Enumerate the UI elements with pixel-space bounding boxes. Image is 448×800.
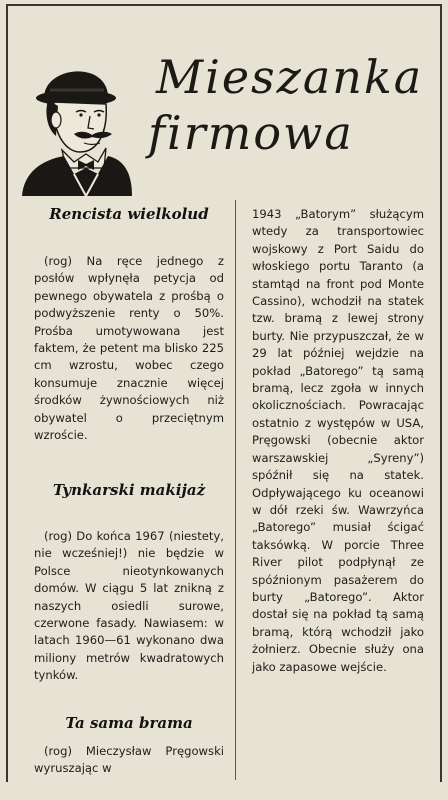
right-border (440, 4, 442, 782)
article-body: (rog) Do końca 1967 (niestety, nie wcześniej!) nie będzie w Polsce nieotynkowanych domów. W ciągu 5 lat znikną z naszych osiedli surowe, czerwone fasady. Nawiasem: w latach 1960—61 wykonano dwa miliony metrów kwadratowych tynków. (34, 529, 224, 683)
article-headline: Ta sama brama (65, 714, 193, 732)
article-body-start: (rog) Mieczysław Pręgowski wyruszając w (34, 744, 224, 776)
article-body-continued: 1943 „Batorym” służącym wtedy za transportowiec wojskowy z Port Saidu do włoskiego portu Taranto (a stamtąd na front pod Monte Cassino), wchodził na statek tzw. bramą z lewej strony burty. Nie przypuszczał, że w 29 lat później wejdzie na pokład „Batorego” tą samą bramą, lecz zgoła w innych okolicznościach. Powracając ostatnio z występów w USA, Pręgowski (obecnie aktor warszawskiej „Syreny”) spóźnił się na statek. Odpływającego ku oceanowi w dół rzeki św. Wawrzyńca „Batorego” musiał ścigać taksówką. W porcie Three River pilot podpłynął ze spóźnionym pasażerem do burty „Batorego”. Aktor dostał się na pokład tą samą bramą, którą wchodził jako żołnierz. Obecnie służy ona jako zapasowe wejście. (252, 207, 424, 674)
masthead-title (148, 50, 438, 160)
article-body: (rog) Na ręce jednego z posłów wpłynęła petycja od pewnego obywatela z prośbą o podwyższenie renty o 50%. Prośba umotywowana jest faktem, że petent ma blisko 225 cm wzrostu, wobec czego konsumuje znacznie więcej środków żywnościowych niż obywatel o przeciętnym wzroście. (34, 254, 224, 443)
column-divider (235, 200, 236, 780)
left-border (6, 4, 8, 782)
man-with-bowler-hat-illustration (14, 44, 132, 196)
masthead-line-1: Mieszanka (156, 50, 424, 104)
masthead-line-2: firmowa (148, 106, 354, 160)
top-border (6, 4, 442, 6)
article-headline: Rencista wielkolud (49, 205, 209, 223)
article-headline: Tynkarski makijaż (52, 481, 206, 499)
